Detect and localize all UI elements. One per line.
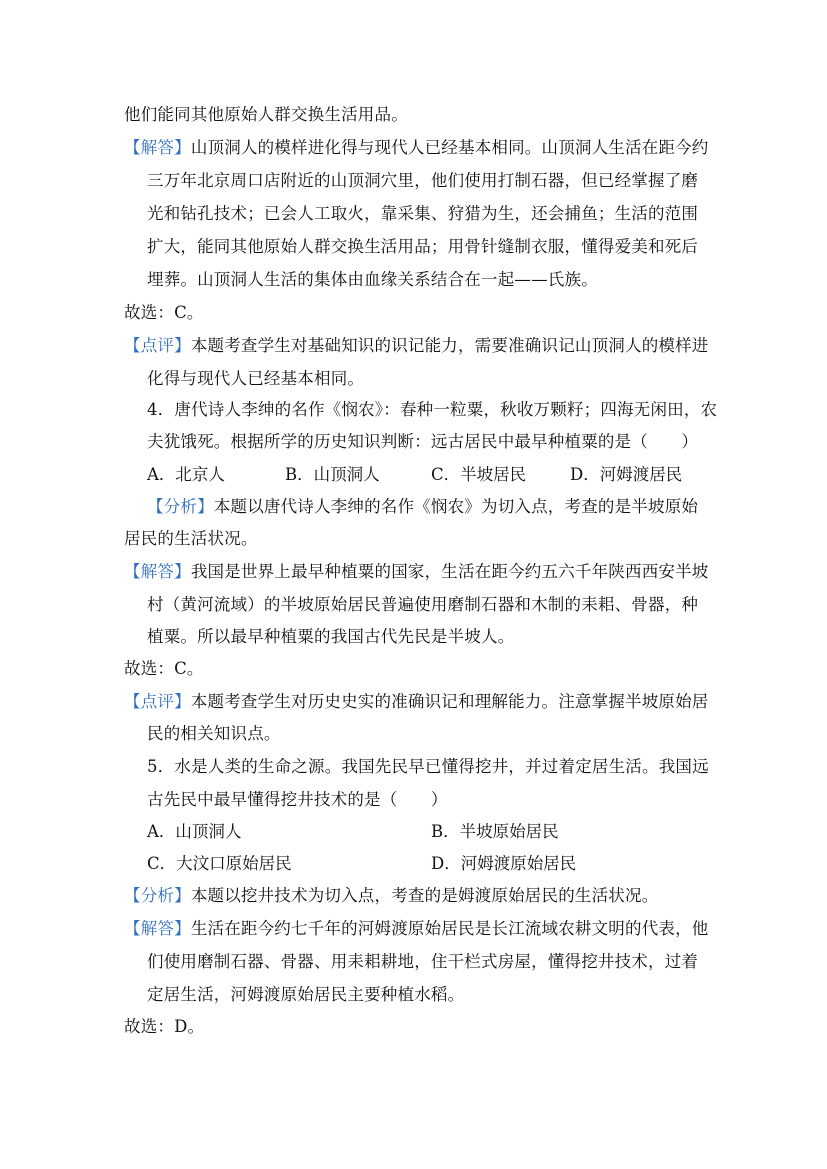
answer-tag: 【解答】 <box>124 919 191 938</box>
comment-tag: 【点评】 <box>124 336 191 355</box>
text-line: 民的相关知识点。 <box>147 724 281 743</box>
comment-tag: 【点评】 <box>124 692 191 711</box>
text-line: 本题以挖井技术为切入点，考查的是姆渡原始居民的生活状况。 <box>190 886 659 905</box>
choice-line: 故选：C。 <box>124 303 204 322</box>
comment-paragraph <box>124 691 709 713</box>
text-line: 化得与现代人已经基本相同。 <box>147 369 365 388</box>
answer-paragraph <box>124 561 709 583</box>
analysis-tag: 【分析】 <box>124 886 191 905</box>
option-d: D．河姆渡原始居民 <box>431 854 577 873</box>
answer-paragraph <box>124 137 709 159</box>
choice-line: 故选：D。 <box>124 1017 205 1036</box>
comment-paragraph <box>124 335 709 357</box>
analysis-tag: 【分析】 <box>147 497 214 516</box>
text-line: 们使用磨制石器、骨器、用耒耜耕地，住干栏式房屋，懂得挖井技术，过着 <box>147 952 699 971</box>
answer-tag: 【解答】 <box>124 562 191 581</box>
question-5-stem-cont: 古先民中最早懂得挖井技术的是（ ） <box>147 790 448 809</box>
text-line: 生活在距今约七千年的河姆渡原始居民是长江流域农耕文明的代表，他 <box>190 919 709 938</box>
question-4-stem: 4．唐代诗人李绅的名作《悯农》：春种一粒粟，秋收万颗籽；四海无闲田，农 <box>147 400 718 419</box>
analysis-paragraph <box>147 496 698 518</box>
choice-line: 故选：C。 <box>124 659 204 678</box>
text-line: 三万年北京周口店附近的山顶洞穴里，他们使用打制石器，但已经掌握了磨 <box>147 171 699 190</box>
text-line: 光和钻孔技术；已会人工取火，靠采集、狩猎为生，还会捕鱼；生活的范围 <box>147 204 699 223</box>
text-line: 本题以唐代诗人李绅的名作《悯农》为切入点，考查的是半坡原始 <box>213 497 699 516</box>
answer-paragraph <box>124 918 709 940</box>
text-line: 定居生活，河姆渡原始居民主要种植水稻。 <box>147 985 465 1004</box>
question-5-stem: 5．水是人类的生命之源。我国先民早已懂得挖井，并过着定居生活。我国远 <box>147 757 709 776</box>
question-4-stem-cont: 夫犹饿死。根据所学的历史知识判断：远古居民中最早种植粟的是（ ） <box>147 432 699 451</box>
text-line: 山顶洞人的模样进化得与现代人已经基本相同。山顶洞人生活在距今约 <box>190 138 709 157</box>
option-c: C．半坡居民 <box>431 465 527 484</box>
option-c: C．大汶口原始居民 <box>147 854 292 873</box>
text-line: 村（黄河流域）的半坡原始居民普遍使用磨制石器和木制的耒耜、骨器，种 <box>147 595 699 614</box>
text-line: 本题考查学生对历史史实的准确识记和理解能力。注意掌握半坡原始居 <box>190 692 709 711</box>
text-line: 扩大，能同其他原始人群交换生活用品；用骨针缝制衣服，懂得爱美和死后 <box>147 237 699 256</box>
text-line: 植粟。所以最早种植粟的我国古代先民是半坡人。 <box>147 627 515 646</box>
option-b: B．山顶洞人 <box>285 465 380 484</box>
option-b: B．半坡原始居民 <box>431 822 559 841</box>
text-line: 本题考查学生对基础知识的识记能力，需要准确识记山顶洞人的模样进 <box>190 336 709 355</box>
option-d: D．河姆渡居民 <box>570 465 683 484</box>
text-line: 埋葬。山顶洞人生活的集体由血缘关系结合在一起——氏族。 <box>147 270 598 289</box>
text-line: 居民的生活状况。 <box>124 529 258 548</box>
option-a: A．山顶洞人 <box>147 822 242 841</box>
analysis-paragraph <box>124 885 658 907</box>
text-line: 我国是世界上最早种植粟的国家，生活在距今约五六千年陕西西安半坡 <box>190 562 709 581</box>
option-a: A．北京人 <box>147 465 225 484</box>
answer-tag: 【解答】 <box>124 138 191 157</box>
text-line: 他们能同其他原始人群交换生活用品。 <box>124 105 408 124</box>
